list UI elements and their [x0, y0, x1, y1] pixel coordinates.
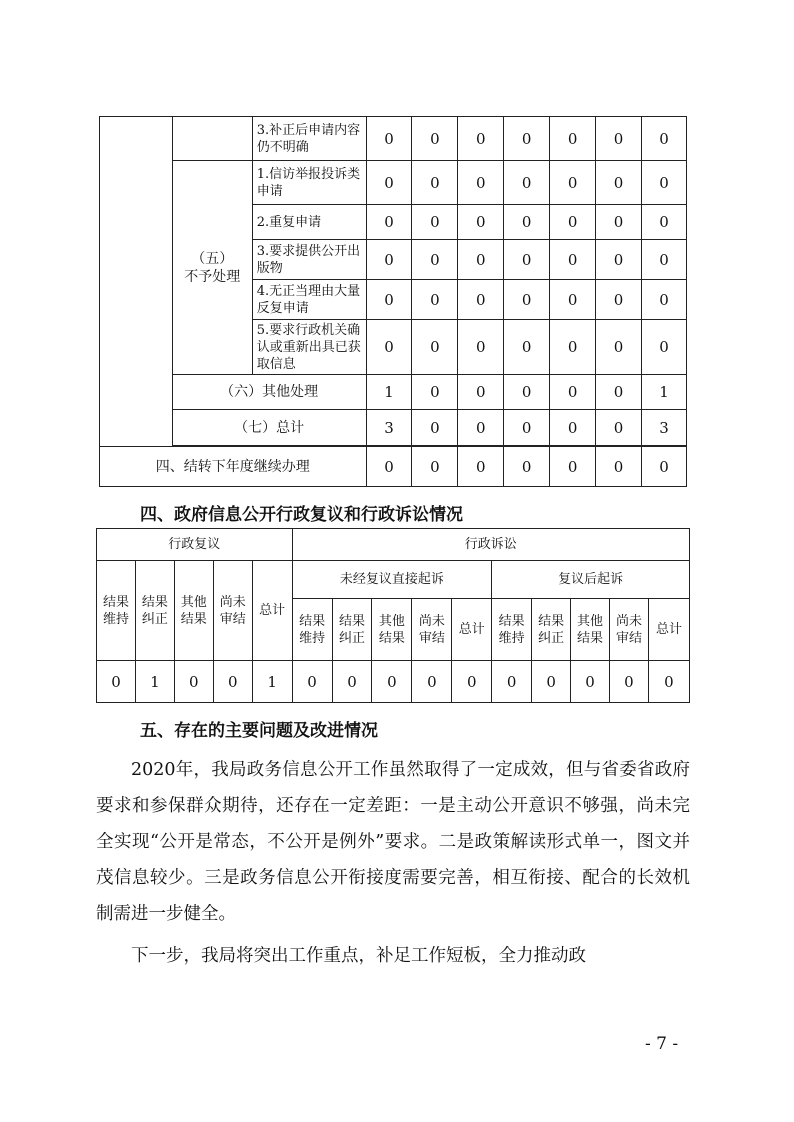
- review-litigation-table: 行政复议 行政诉讼 结果维持 结果纠正 其他结果 尚未审结 总计 未经复议直接起诉 复议后起诉 结果维持 结果纠正 其他结果 尚未审结 总计 结果维持 结果纠正 其他结果 尚未审结 总计 0 1 0 0 1 0 0 0 0 0 0 0 0 0 0: [96, 528, 690, 703]
- row-label: 2.重复申请: [252, 205, 366, 240]
- litigation-header: 行政诉讼: [292, 529, 689, 561]
- table-row: 0 1 0 0 1 0 0 0 0 0 0 0 0 0 0: [97, 661, 690, 703]
- section-5-heading: 五、存在的主要问题及改进情况: [140, 721, 378, 741]
- table-row: 5.要求行政机关确认或重新出具已获取信息 0 0 0 0 0 0 0: [100, 320, 687, 375]
- row-label: 5.要求行政机关确认或重新出具已获取信息: [252, 320, 366, 375]
- paragraph: 2020年，我局政务信息公开工作虽然取得了一定成效，但与省委省政府要求和参保群众期待，还存在一定差距：一是主动公开意识不够强，尚未完全实现“公开是常态，不公开是例外”要求。二是政策解读形式单一，图文并茂信息较少。三是政务信息公开衔接度需要完善，相互衔接、配合的长效机制需进一步健全。: [96, 760, 690, 924]
- row-label: 1.信访举报投诉类申请: [252, 161, 366, 205]
- row-label: 3.补正后申请内容仍不明确: [252, 117, 366, 161]
- table-row: 3.要求提供公开出版物 0 0 0 0 0 0 0: [100, 240, 687, 280]
- blank-cell: [100, 117, 173, 447]
- page-number: - 7 -: [645, 1034, 679, 1054]
- body-text: [96, 752, 690, 974]
- table-row: （五） 不予处理 1.信访举报投诉类申请 0 0 0 0 0 0 0: [100, 161, 687, 205]
- row-label: 四、结转下年度继续办理: [100, 447, 367, 487]
- section-4-heading: 四、政府信息公开行政复议和行政诉讼情况: [140, 505, 463, 525]
- row-label: 3.要求提供公开出版物: [252, 240, 366, 280]
- table-row: 4.无正当理由大量反复申请 0 0 0 0 0 0 0: [100, 280, 687, 320]
- disposition-table: [99, 116, 687, 487]
- table-row: 3.补正后申请内容仍不明确 0 0 0 0 0 0 0: [100, 117, 687, 161]
- table-row: 四、结转下年度继续办理 0 0 0 0 0 0 0: [100, 447, 687, 487]
- after-review-header: 复议后起诉: [492, 561, 690, 599]
- row-label: （六）其他处理: [172, 375, 366, 410]
- row-label: （七）总计: [172, 410, 366, 446]
- table-row: （七）总计 3 0 0 0 0 0 3: [100, 410, 687, 446]
- direct-litigation-header: 未经复议直接起诉: [292, 561, 492, 599]
- paragraph: 下一步，我局将突出工作重点，补足工作短板，全力推动政: [131, 946, 586, 966]
- row-label: 4.无正当理由大量反复申请: [252, 280, 366, 320]
- table-row: 2.重复申请 0 0 0 0 0 0 0: [100, 205, 687, 240]
- review-header: 行政复议: [97, 529, 293, 561]
- blank-cell: [172, 117, 252, 161]
- group-label-5: （五） 不予处理: [172, 161, 252, 375]
- table-row: （六）其他处理 1 0 0 0 0 0 1: [100, 375, 687, 410]
